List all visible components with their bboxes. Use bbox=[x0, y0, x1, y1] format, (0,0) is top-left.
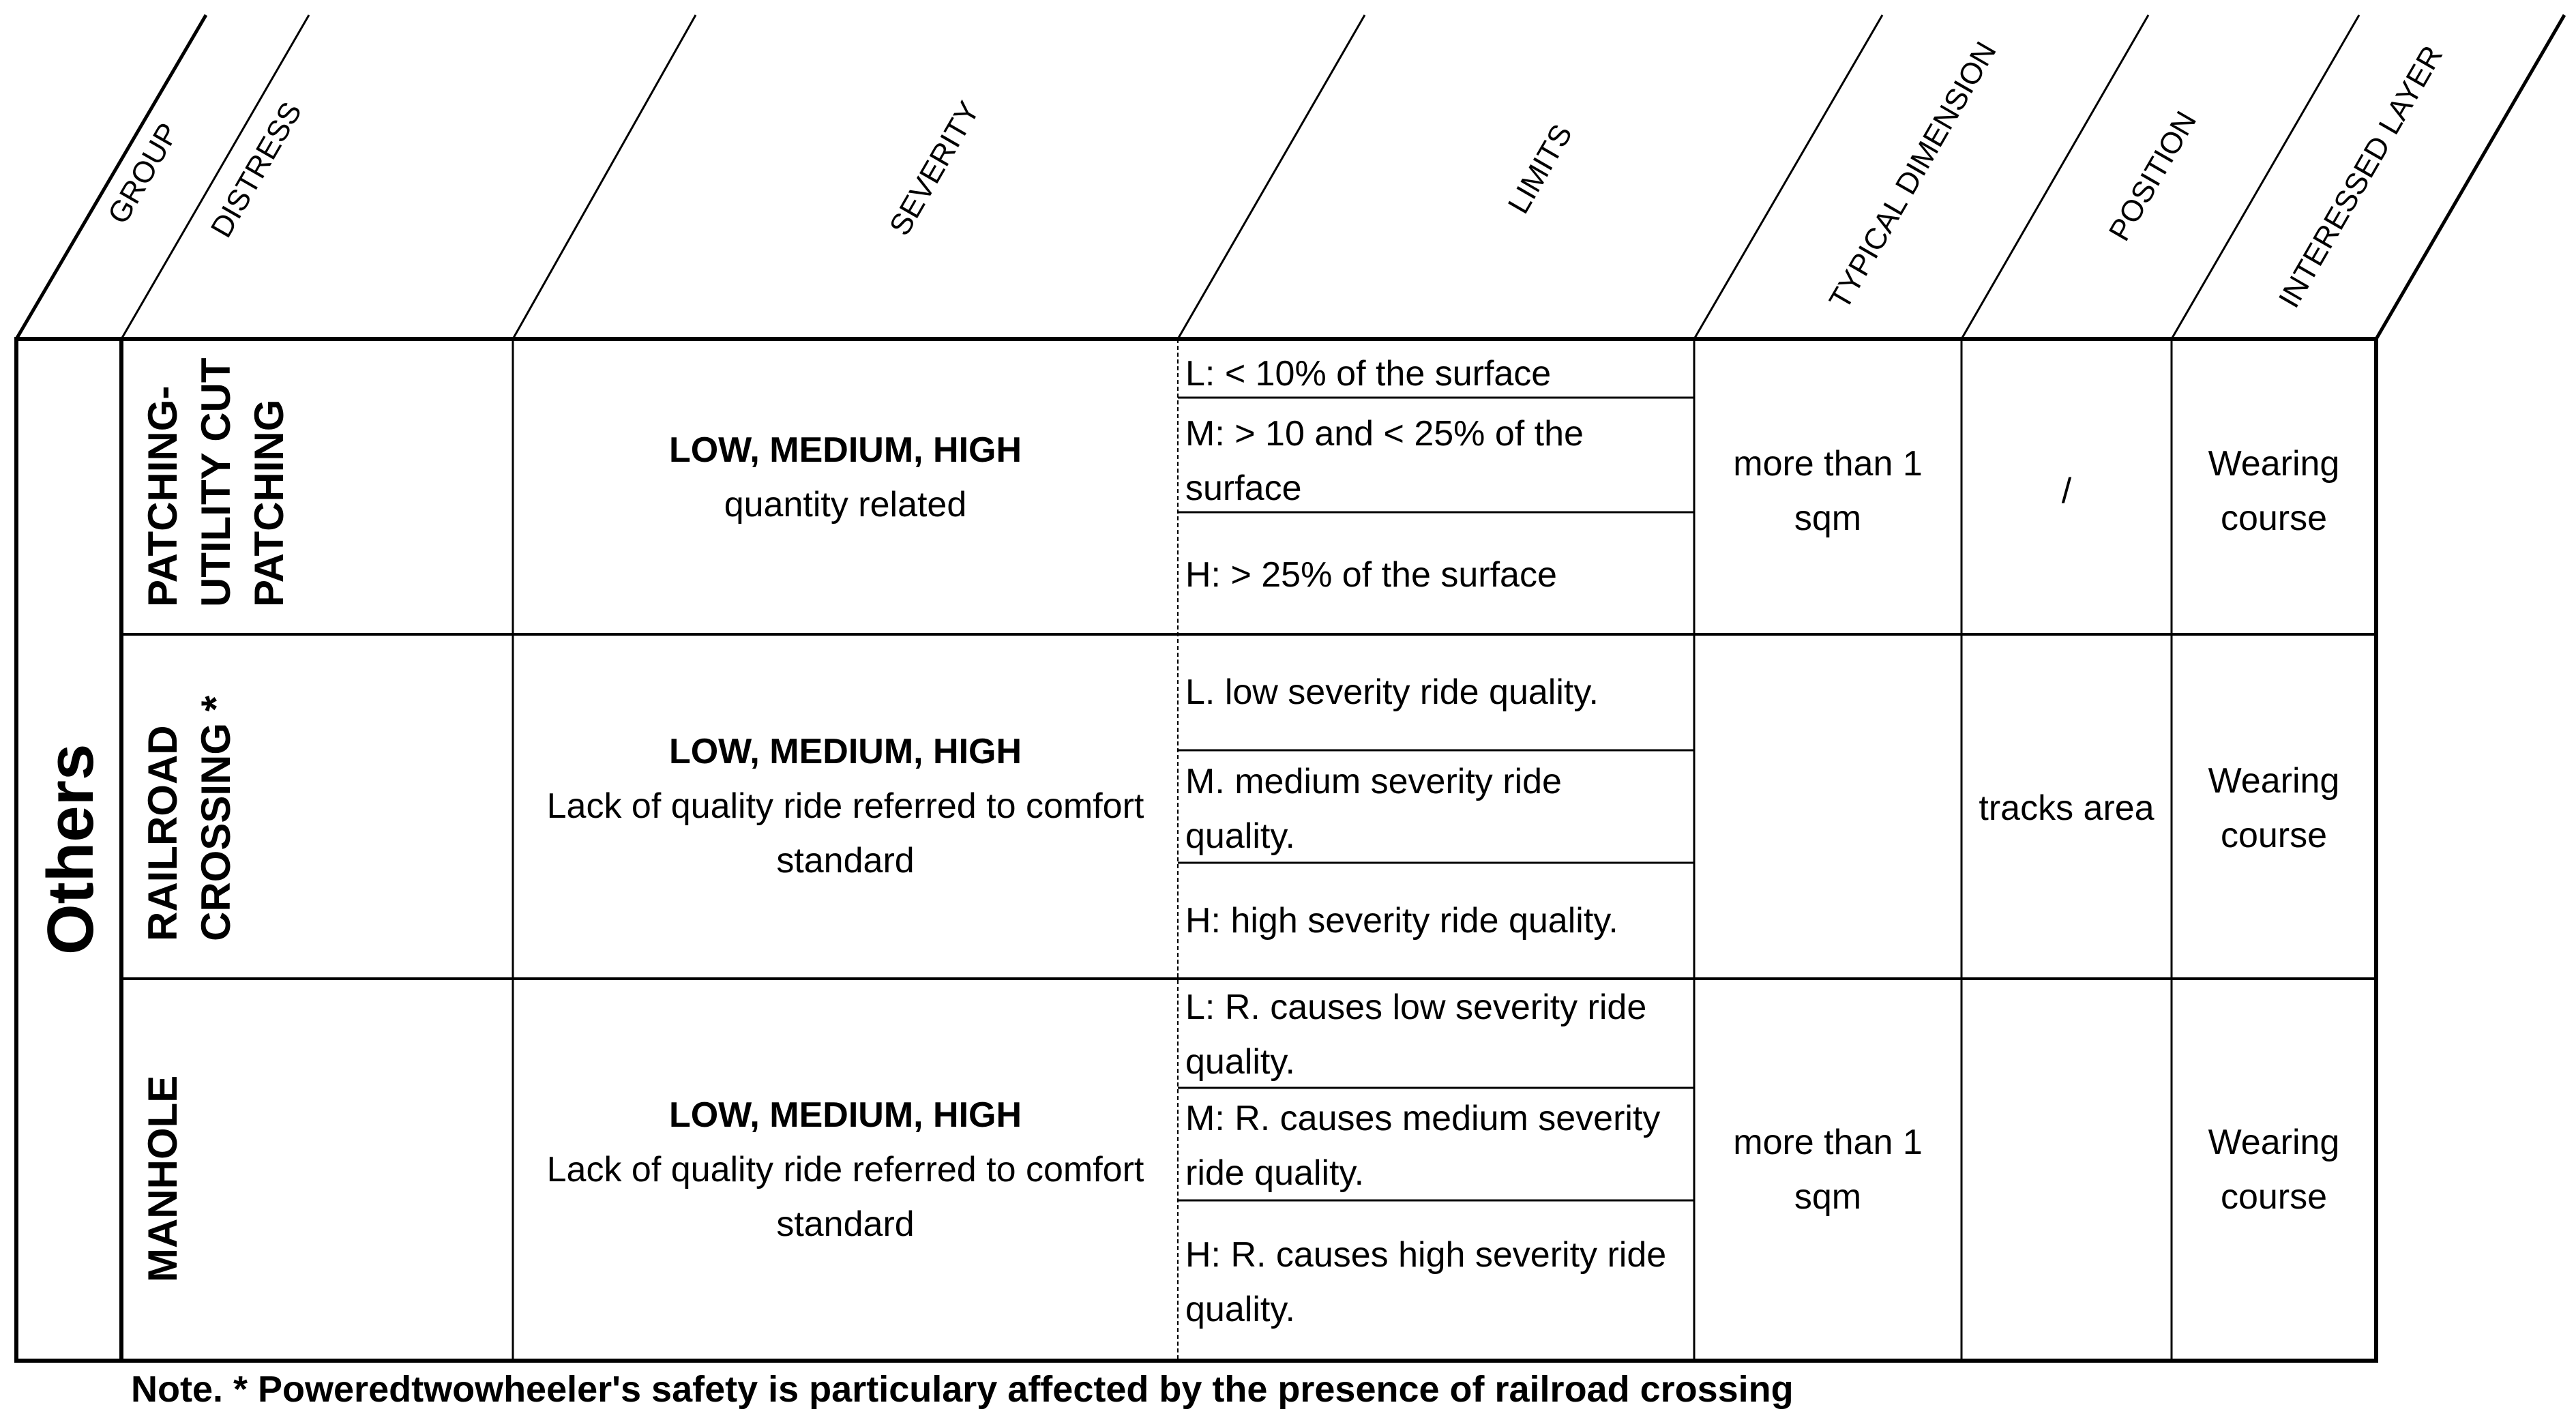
limit-high: H: high severity ride quality. bbox=[1185, 901, 1618, 941]
severity-cell: LOW, MEDIUM, HIGH Lack of quality ride referred to comfort standard bbox=[546, 732, 1144, 881]
position-cell: tracks area bbox=[1979, 788, 2155, 828]
limit-low: L: < 10% of the surface bbox=[1185, 354, 1552, 394]
distress-name: MANHOLE bbox=[140, 1075, 186, 1282]
limit-medium: M: R. causes medium severity ride quality. bbox=[1185, 1099, 1661, 1193]
limit-medium: M. medium severity ride quality. bbox=[1185, 762, 1562, 856]
header-position: POSITION bbox=[2102, 105, 2204, 247]
layer-cell: Wearing course bbox=[2208, 444, 2340, 538]
position-cell: / bbox=[2061, 471, 2072, 511]
limit-medium: M: > 10 and < 25% of the surface bbox=[1185, 414, 1584, 508]
header-typical-dimension: TYPICAL DIMENSION bbox=[1822, 36, 2003, 315]
header-severity: SEVERITY bbox=[883, 95, 986, 241]
limit-high: H: R. causes high severity ride quality. bbox=[1185, 1235, 1667, 1329]
table-note: Note. * Poweredtwowheeler's safety is particulary affected by the presence of railroad crossing bbox=[131, 1369, 1794, 1410]
limit-low: L: R. causes low severity ride quality. bbox=[1185, 988, 1647, 1082]
severity-cell: LOW, MEDIUM, HIGH Lack of quality ride referred to comfort standard bbox=[546, 1095, 1144, 1244]
typical-dimension-cell: more than 1 sqm bbox=[1733, 444, 1923, 538]
typical-dimension-cell: more than 1 sqm bbox=[1733, 1123, 1923, 1217]
distress-name: PATCHING- UTILITY CUT PATCHING bbox=[140, 357, 292, 607]
limit-high: H: > 25% of the surface bbox=[1185, 555, 1557, 595]
layer-cell: Wearing course bbox=[2208, 761, 2340, 855]
severity-cell: LOW, MEDIUM, HIGH quantity related bbox=[668, 430, 1022, 524]
limit-low: L. low severity ride quality. bbox=[1185, 672, 1599, 712]
header-group: GROUP bbox=[101, 117, 186, 230]
header-limits: LIMITS bbox=[1501, 119, 1580, 220]
header-distress: DISTRESS bbox=[204, 96, 309, 243]
header-interessed-layer: INTERESSED LAYER bbox=[2272, 40, 2450, 314]
distress-name: RAILROAD CROSSING * bbox=[140, 695, 239, 941]
layer-cell: Wearing course bbox=[2208, 1123, 2340, 1217]
group-label: Others bbox=[34, 743, 107, 955]
